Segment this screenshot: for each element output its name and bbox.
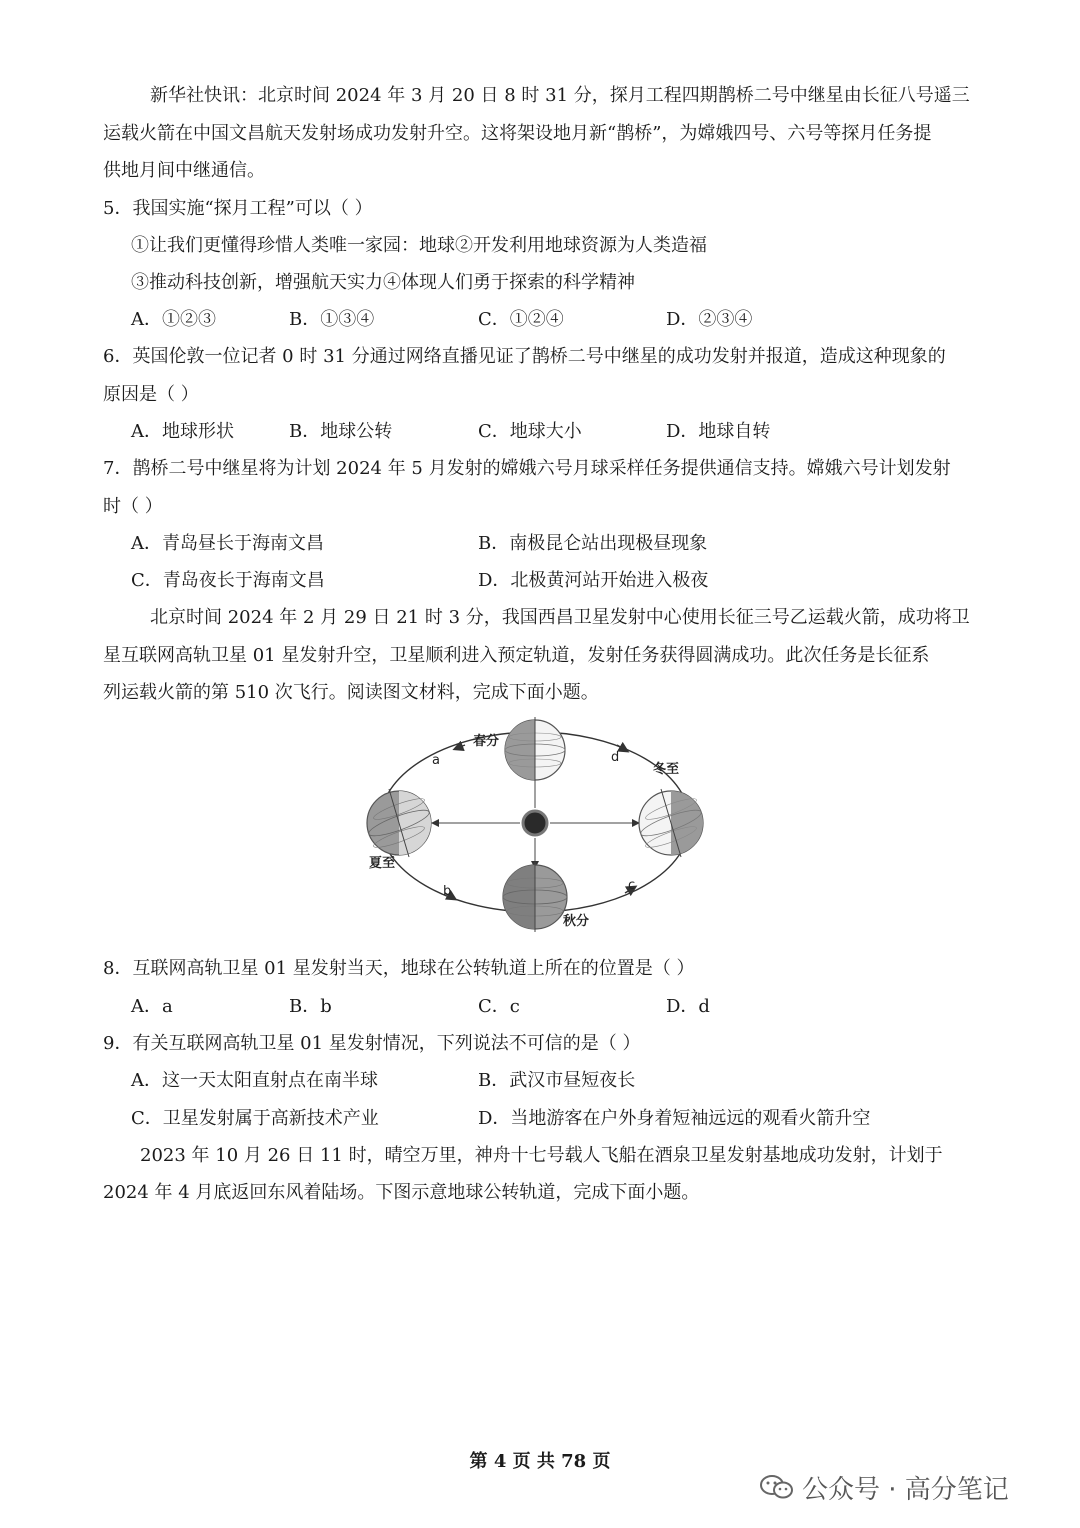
label-autumn-equinox: 秋分	[563, 914, 590, 929]
q7-option-d[interactable]: D．北极黄河站开始进入极夜	[478, 570, 709, 591]
q7-stem-line-2: 时（ ）	[103, 496, 163, 517]
watermark-text: 公众号 · 高分笔记	[802, 1474, 1009, 1505]
q7-option-c[interactable]: C．青岛夜长于海南文昌	[131, 570, 325, 591]
passage-2-line-1: 北京时间 2024 年 2 月 29 日 21 时 3 分，我国西昌卫星发射中心使用长征三号乙运载火箭，成功将卫	[150, 607, 970, 628]
q7-option-b[interactable]: B．南极昆仑站出现极昼现象	[478, 533, 708, 554]
q6-option-d[interactable]: D．地球自转	[666, 421, 771, 442]
q9-options-row-1	[131, 1070, 931, 1092]
earth-orbit-diagram	[355, 715, 725, 933]
label-c: c	[628, 878, 636, 893]
q8-options	[131, 996, 931, 1018]
q9-option-c[interactable]: C．卫星发射属于高新技术产业	[131, 1108, 379, 1129]
q6-options	[131, 421, 931, 443]
q9-option-a[interactable]: A．这一天太阳直射点在南半球	[131, 1070, 378, 1091]
q5-option-d[interactable]: D．②③④	[666, 309, 753, 330]
orbit-arrow-a	[455, 745, 465, 749]
q8-option-a[interactable]: A．a	[131, 996, 173, 1017]
passage-2-line-2: 星互联网高轨卫星 01 星发射升空，卫星顺利进入预定轨道，发射任务获得圆满成功。此次任务是长征系	[103, 645, 930, 666]
passage-3-line-2: 2024 年 4 月底返回东风着陆场。下图示意地球公转轨道，完成下面小题。	[103, 1182, 700, 1203]
q9-options-row-2	[131, 1108, 931, 1130]
q9-option-d[interactable]: D．当地游客在户外身着短袖远远的观看火箭升空	[478, 1108, 871, 1129]
earth-autumn-equinox	[503, 862, 567, 932]
passage-1-line-3: 供地月间中继通信。	[103, 160, 265, 181]
q7-options-row-2	[131, 570, 931, 592]
label-a: a	[432, 753, 440, 768]
wechat-icon	[760, 1474, 794, 1500]
earth-summer-solstice	[367, 789, 432, 857]
earth-spring-equinox	[505, 717, 565, 783]
q7-options-row-1	[131, 533, 931, 555]
passage-3-line-1: 2023 年 10 月 26 日 11 时，晴空万里，神舟十七号载人飞船在酒泉卫星发射基地成功发射，计划于	[140, 1145, 943, 1166]
q9-option-b[interactable]: B．武汉市昼短夜长	[478, 1070, 636, 1091]
q5-option-c[interactable]: C．①②④	[478, 309, 564, 330]
q9-stem: 9．有关互联网高轨卫星 01 星发射情况，下列说法不可信的是（ ）	[103, 1033, 641, 1054]
passage-1-line-2: 运载火箭在中国文昌航天发射场成功发射升空。这将架设地月新“鹊桥”，为嫦娥四号、六号等探月任务提	[103, 123, 932, 144]
page-number: 第 4 页 共 78 页	[469, 1451, 611, 1472]
q6-option-b[interactable]: B．地球公转	[289, 421, 393, 442]
q6-stem-line-2: 原因是（ ）	[103, 384, 199, 405]
q5-statement-2: ③推动科技创新，增强航天实力④体现人们勇于探索的科学精神	[131, 272, 635, 293]
q7-stem-line-1: 7．鹊桥二号中继星将为计划 2024 年 5 月发射的嫦娥六号月球采样任务提供通信支持。嫦娥六号计划发射	[103, 458, 951, 479]
passage-1-line-1: 新华社快讯：北京时间 2024 年 3 月 20 日 8 时 31 分，探月工程四期鹊桥二号中继星由长征八号遥三	[150, 85, 970, 106]
q7-option-a[interactable]: A．青岛昼长于海南文昌	[131, 533, 324, 554]
q8-option-c[interactable]: C．c	[478, 996, 520, 1017]
q5-option-a[interactable]: A．①②③	[131, 309, 216, 330]
q6-option-a[interactable]: A．地球形状	[131, 421, 234, 442]
label-spring-equinox: 春分	[473, 734, 500, 749]
label-b: b	[443, 884, 452, 899]
sun	[523, 811, 547, 835]
label-summer-solstice: 夏至	[369, 856, 396, 871]
q6-option-c[interactable]: C．地球大小	[478, 421, 582, 442]
q8-option-d[interactable]: D．d	[666, 996, 710, 1017]
earth-winter-solstice	[639, 789, 704, 857]
label-winter-solstice: 冬至	[653, 762, 680, 777]
q5-statement-1: ①让我们更懂得珍惜人类唯一家园：地球②开发利用地球资源为人类造福	[131, 235, 707, 256]
q8-option-b[interactable]: B．b	[289, 996, 332, 1017]
q5-option-b[interactable]: B．①③④	[289, 309, 375, 330]
q8-stem: 8．互联网高轨卫星 01 星发射当天，地球在公转轨道上所在的位置是（ ）	[103, 958, 695, 979]
passage-2-line-3: 列运载火箭的第 510 次飞行。阅读图文材料，完成下面小题。	[103, 682, 599, 703]
q5-stem: 5．我国实施“探月工程”可以（ ）	[103, 198, 373, 219]
q5-options	[131, 309, 931, 331]
watermark	[760, 1465, 1009, 1509]
q6-stem-line-1: 6．英国伦敦一位记者 0 时 31 分通过网络直播见证了鹊桥二号中继星的成功发射并报道，造成这种现象的	[103, 346, 946, 367]
label-d: d	[611, 750, 620, 765]
